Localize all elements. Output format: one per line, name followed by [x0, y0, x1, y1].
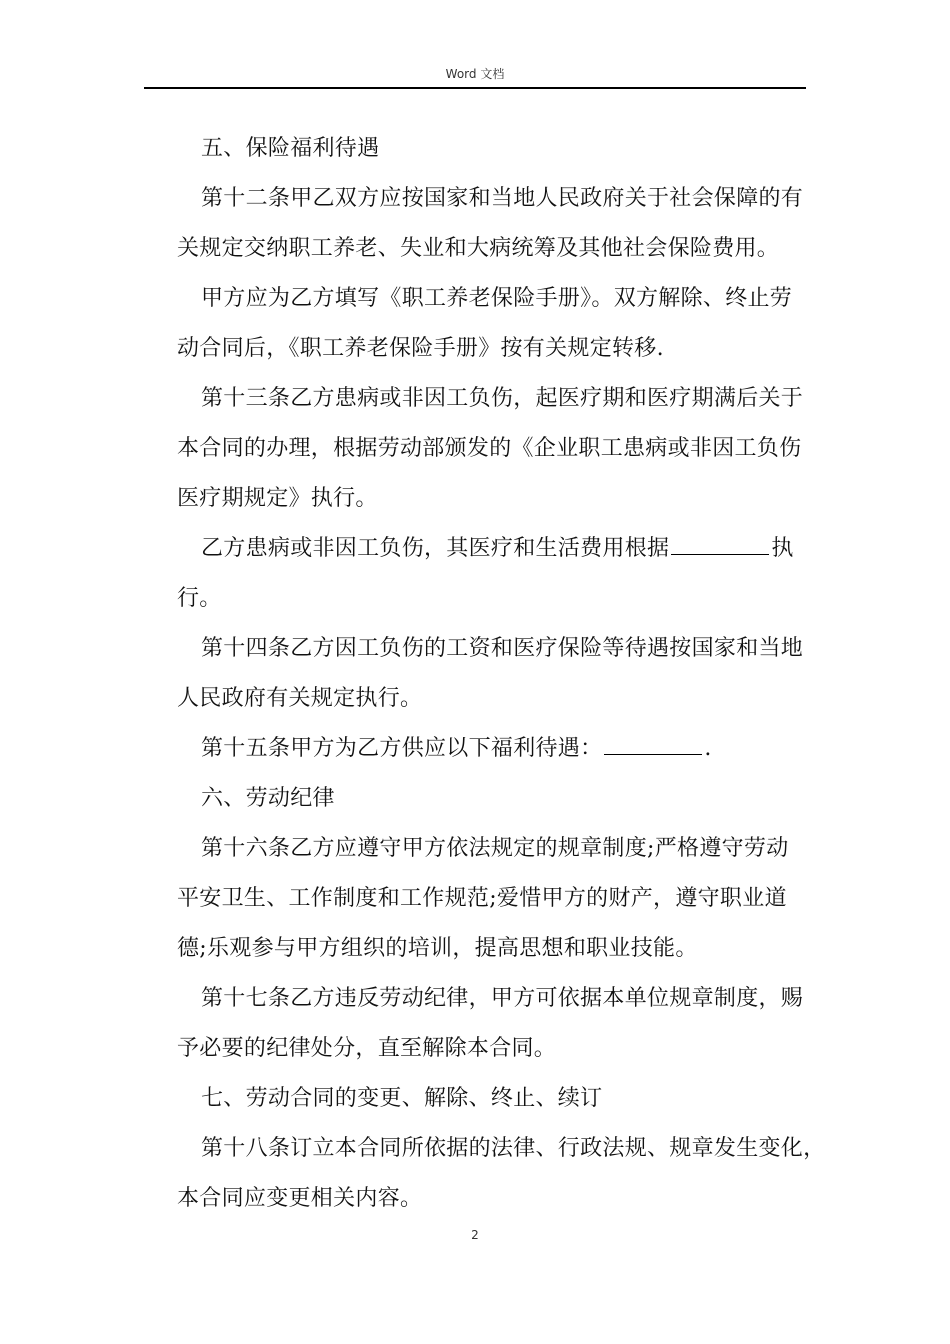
medical-cost-text: 乙方患病或非因工负伤，其医疗和生活费用根据 — [201, 536, 670, 561]
section-heading-discipline: 六、劳动纪律 — [201, 786, 335, 811]
page-number: 2 — [471, 1228, 479, 1242]
article-18-line-2: 本合同应变更相关内容。 — [177, 1186, 423, 1211]
medical-cost-tail: 执 — [771, 536, 794, 561]
article-13-line-3: 医疗期规定》执行。 — [177, 486, 378, 511]
paragraph-medical-cost-line-2: 行。 — [177, 586, 222, 611]
article-16-line-1: 第十六条乙方应遵守甲方依法规定的规章制度;严格遵守劳动 — [201, 836, 789, 861]
article-15-line-1 — [177, 724, 817, 774]
article-16-line-3: 德;乐观参与甲方组织的培训，提高思想和职业技能。 — [177, 936, 698, 961]
section-heading-contract-changes: 七、劳动合同的变更、解除、终止、续订 — [201, 1086, 603, 1111]
header-divider — [144, 87, 806, 89]
paragraph-medical-cost-line-1 — [177, 524, 817, 574]
article-14-line-2: 人民政府有关规定执行。 — [177, 686, 423, 711]
article-16-line-2: 平安卫生、工作制度和工作规范;爱惜甲方的财产，遵守职业道 — [177, 886, 787, 911]
article-12-line-2: 关规定交纳职工养老、失业和大病统筹及其他社会保险费用。 — [177, 236, 780, 261]
article-13-line-2: 本合同的办理，根据劳动部颁发的《企业职工患病或非因工负伤 — [177, 436, 802, 461]
article-17-line-2: 予必要的纪律处分，直至解除本合同。 — [177, 1036, 557, 1061]
article-12-line-1: 第十二条甲乙双方应按国家和当地人民政府关于社会保障的有 — [201, 186, 804, 211]
article-17-line-1: 第十七条乙方违反劳动纪律，甲方可依据本单位规章制度，赐 — [201, 986, 804, 1011]
benefits-text: 第十五条甲方为乙方供应以下福利待遇： — [201, 736, 603, 761]
article-18-line-1: 第十八条订立本合同所依据的法律、行政法规、规章发生变化， — [201, 1136, 826, 1161]
benefits-blank — [604, 734, 702, 755]
article-14-line-1: 第十四条乙方因工负伤的工资和医疗保险等待遇按国家和当地 — [201, 636, 804, 661]
article-13-line-1: 第十三条乙方患病或非因工负伤，起医疗期和医疗期满后关于 — [201, 386, 804, 411]
document-body — [177, 124, 826, 1224]
paragraph-pension-line-1: 甲方应为乙方填写《职工养老保险手册》。双方解除、终止劳 — [201, 286, 793, 311]
paragraph-pension-line-2: 动合同后，《职工养老保险手册》按有关规定转移. — [177, 336, 664, 361]
section-heading-insurance: 五、保险福利待遇 — [201, 136, 380, 161]
medical-cost-blank — [671, 534, 769, 555]
benefits-tail: . — [704, 736, 712, 761]
page-header: Word 文档 — [445, 67, 505, 81]
